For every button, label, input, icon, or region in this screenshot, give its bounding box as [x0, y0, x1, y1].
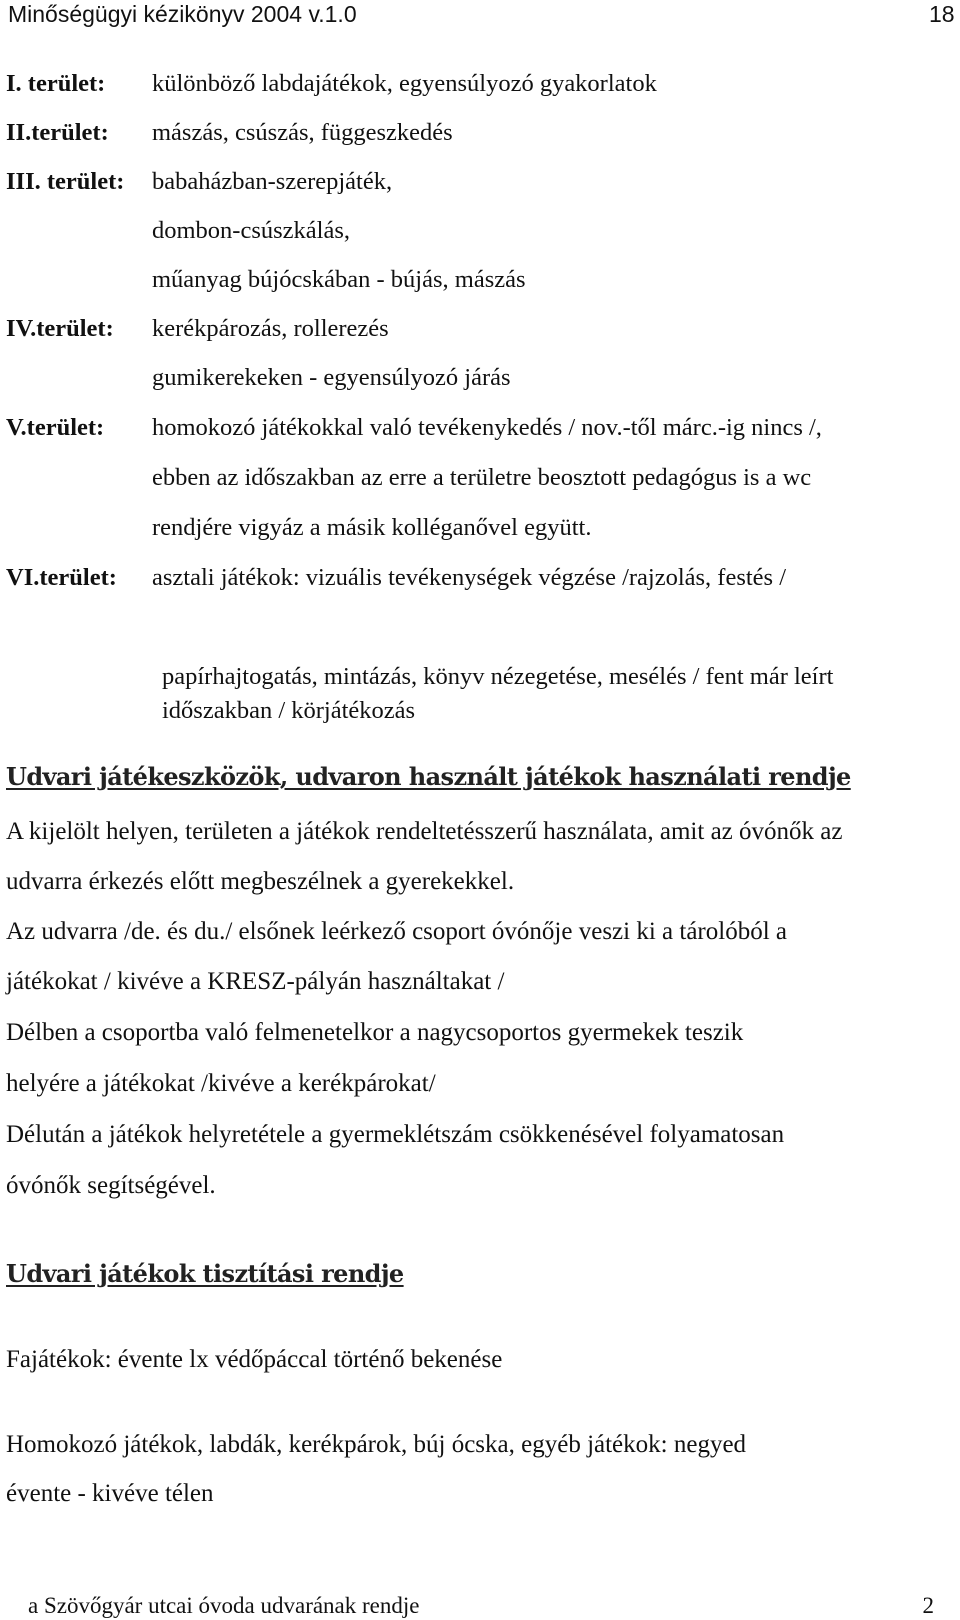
section-heading: Udvari játékok tisztítási rendje	[6, 1259, 404, 1288]
area-row	[6, 266, 956, 296]
area-label: VI.terület:	[6, 564, 117, 591]
area-text: gumikerekeken - egyensúlyozó járás	[152, 364, 511, 391]
continuation-line: papírhajtogatás, mintázás, könyv nézegetése, mesélés / fent már leírt	[162, 663, 834, 690]
paragraph-line: udvarra érkezés előtt megbeszélnek a gyerekekkel.	[6, 868, 515, 895]
area-text: dombon-csúszkálás,	[152, 217, 350, 244]
area-continuation	[162, 660, 942, 728]
area-row	[6, 414, 956, 444]
paragraph-line: Az udvarra /de. és du./ elsőnek leérkező csoport óvónője veszi ki a tárolóból a	[6, 918, 787, 945]
area-row	[6, 514, 956, 544]
paragraph-line: A kijelölt helyen, területen a játékok rendeltetésszerű használata, amit az óvónők az	[6, 818, 843, 845]
paragraph-line: évente - kivéve télen	[6, 1480, 214, 1507]
area-row	[6, 564, 956, 594]
page-footer	[28, 1594, 934, 1620]
area-text: babaházban-szerepjáték,	[152, 168, 393, 195]
area-label: IV.terület:	[6, 315, 114, 342]
area-label: V.terület:	[6, 414, 105, 441]
area-label: I. terület:	[6, 70, 106, 97]
area-text: műanyag bújócskában - bújás, mászás	[152, 266, 526, 293]
area-text: különböző labdajátékok, egyensúlyozó gyakorlatok	[152, 70, 657, 97]
area-label: II.terület:	[6, 119, 109, 146]
area-row	[6, 119, 956, 149]
paragraph-line: Fajátékok: évente lx védőpáccal történő bekenése	[6, 1346, 503, 1373]
area-row	[6, 464, 956, 494]
section-heading: Udvari játékeszközök, udvaron használt játékok használati rendje	[6, 762, 851, 791]
document-title: Minőségügyi kézikönyv 2004 v.1.0	[8, 1, 357, 27]
area-text: ebben az időszakban az erre a területre beosztott pedagógus is a wc	[152, 464, 812, 491]
area-row	[6, 168, 956, 198]
footer-text: a Szövőgyár utcai óvoda udvarának rendje	[28, 1593, 420, 1618]
area-text: mászás, csúszás, függeszkedés	[152, 119, 453, 146]
continuation-line: időszakban / körjátékozás	[162, 697, 416, 724]
area-text: kerékpározás, rollerezés	[152, 315, 389, 342]
area-text: rendjére vigyáz a másik kolléganővel együtt.	[152, 514, 592, 541]
area-text: asztali játékok: vizuális tevékenységek végzése /rajzolás, festés /	[152, 564, 787, 591]
header-page-number: 18	[929, 1, 955, 27]
area-row	[6, 217, 956, 247]
paragraph-line: játékokat / kivéve a KRESZ-pályán használtakat /	[6, 968, 505, 995]
area-row	[6, 364, 956, 394]
paragraph-line: helyére a játékokat /kivéve a kerékpárokat/	[6, 1070, 436, 1097]
paragraph-line: Délután a játékok helyretétele a gyermeklétszám csökkenésével folyamatosan	[6, 1121, 785, 1148]
area-row	[6, 70, 956, 100]
area-text: homokozó játékokkal való tevékenykedés / nov.-től márc.-ig nincs /,	[152, 414, 822, 441]
area-row	[6, 315, 956, 345]
footer-page-number: 2	[922, 1593, 934, 1618]
paragraph-line: óvónők segítségével.	[6, 1172, 216, 1199]
paragraph-line: Délben a csoportba való felmenetelkor a nagycsoportos gyermekek teszik	[6, 1019, 744, 1046]
area-label: III. terület:	[6, 168, 125, 195]
paragraph-line: Homokozó játékok, labdák, kerékpárok, búj ócska, egyéb játékok: negyed	[6, 1431, 747, 1458]
page-header	[8, 0, 960, 34]
